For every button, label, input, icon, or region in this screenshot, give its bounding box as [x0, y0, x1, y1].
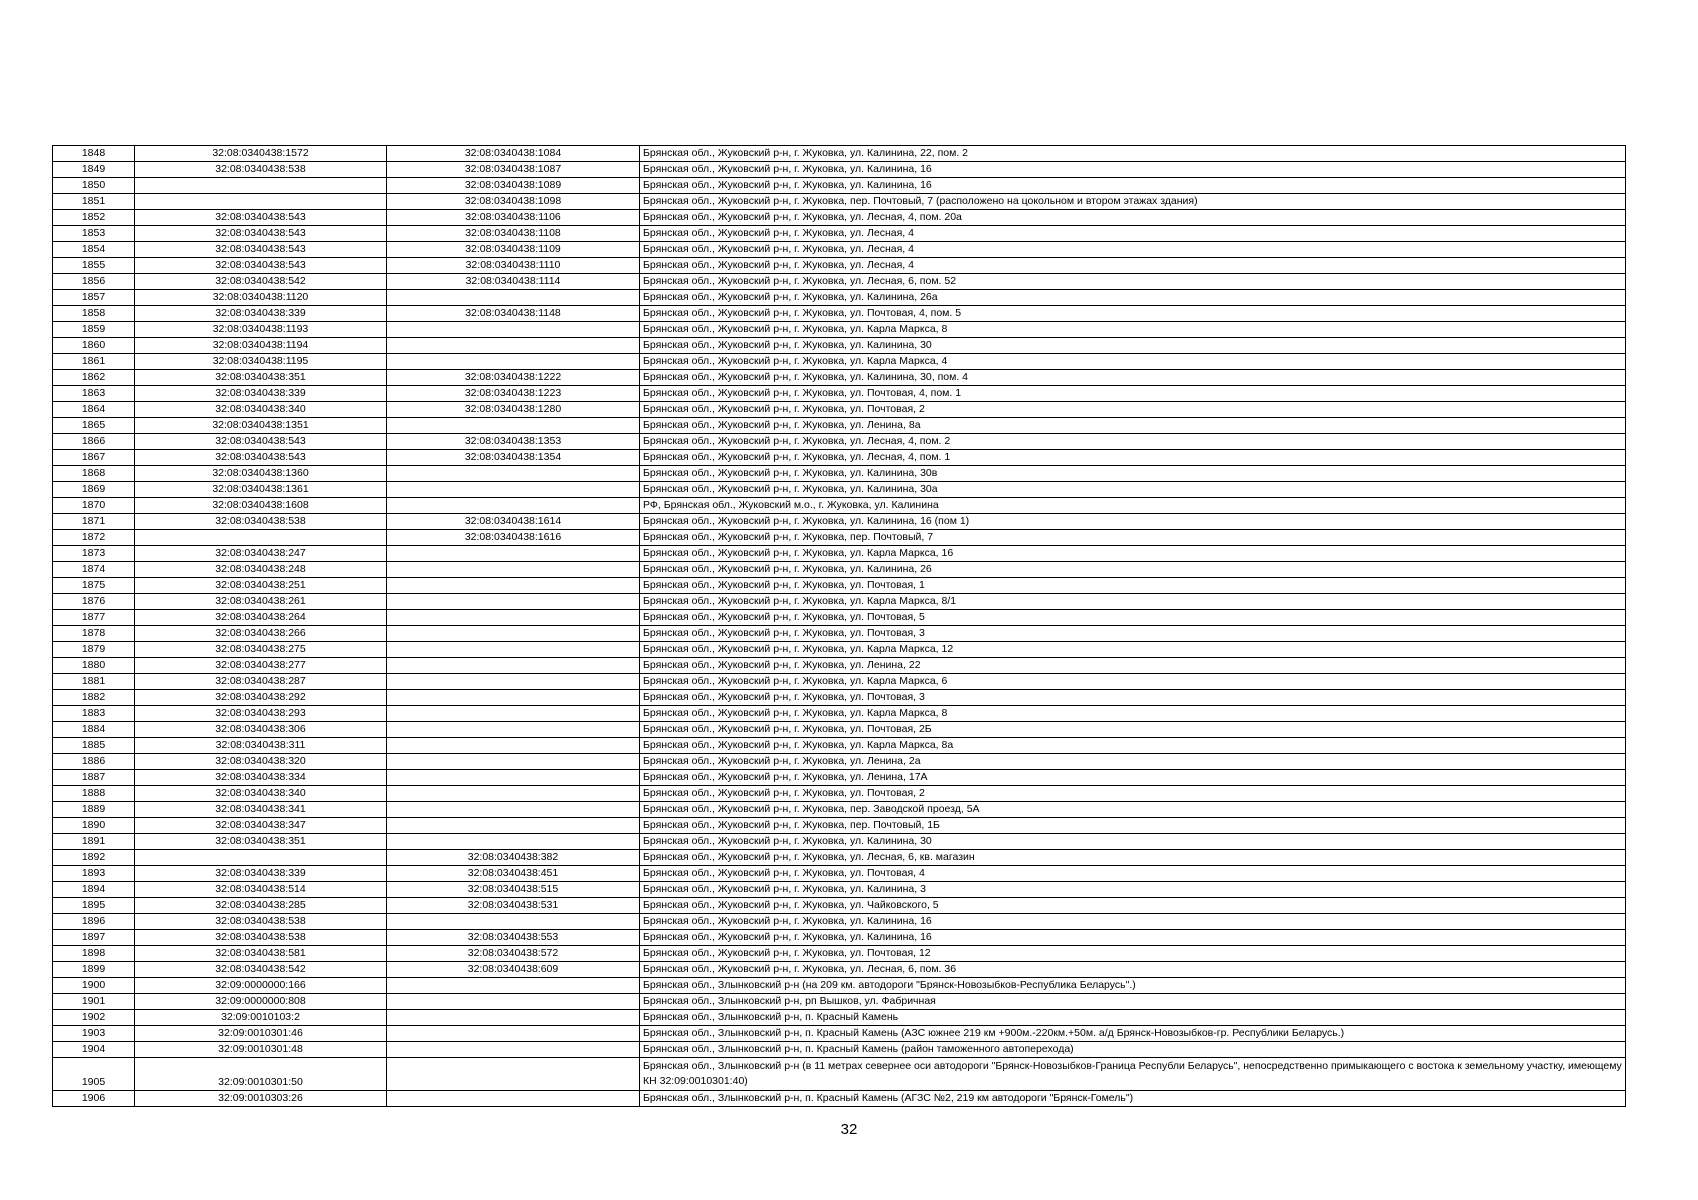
table-row [53, 242, 1626, 258]
table-row [53, 210, 1626, 226]
address-cell: Брянская обл., Жуковский р-н, г. Жуковка, ул. Ленина, 8а [640, 418, 1626, 434]
registry-table-body [53, 146, 1626, 1107]
row-number-cell: 1875 [53, 578, 135, 594]
cadastral-number-cell: 32:08:0340438:538 [135, 914, 387, 930]
row-number-cell: 1893 [53, 866, 135, 882]
table-row [53, 322, 1626, 338]
object-cadastral-number-cell: 32:08:0340438:1616 [387, 530, 640, 546]
table-row [53, 450, 1626, 466]
cadastral-number-cell: 32:08:0340438:1361 [135, 482, 387, 498]
table-row [53, 354, 1626, 370]
row-number-cell: 1863 [53, 386, 135, 402]
table-row [53, 674, 1626, 690]
object-cadastral-number-cell [387, 498, 640, 514]
address-cell: Брянская обл., Жуковский р-н, г. Жуковка, ул. Лесная, 4, пом. 2 [640, 434, 1626, 450]
address-cell: Брянская обл., Жуковский р-н, г. Жуковка, ул. Калинина, 16 [640, 178, 1626, 194]
cadastral-number-cell: 32:09:0010301:50 [135, 1058, 387, 1091]
table-row [53, 258, 1626, 274]
table-row [53, 706, 1626, 722]
cadastral-number-cell: 32:09:0010301:46 [135, 1026, 387, 1042]
address-cell: Брянская обл., Жуковский р-н, г. Жуковка, ул. Почтовая, 4, пом. 5 [640, 306, 1626, 322]
table-row [53, 178, 1626, 194]
cadastral-number-cell [135, 530, 387, 546]
cadastral-number-cell: 32:08:0340438:261 [135, 594, 387, 610]
address-cell: Брянская обл., Жуковский р-н, г. Жуковка, ул. Карла Маркса, 8/1 [640, 594, 1626, 610]
address-cell: Брянская обл., Жуковский р-н, г. Жуковка, ул. Ленина, 2а [640, 754, 1626, 770]
table-row [53, 626, 1626, 642]
table-row [53, 786, 1626, 802]
address-cell: Брянская обл., Злынковский р-н, рп Вышков, ул. Фабричная [640, 994, 1626, 1010]
cadastral-number-cell: 32:08:0340438:277 [135, 658, 387, 674]
object-cadastral-number-cell: 32:08:0340438:1222 [387, 370, 640, 386]
object-cadastral-number-cell [387, 546, 640, 562]
table-row [53, 370, 1626, 386]
row-number-cell: 1867 [53, 450, 135, 466]
row-number-cell: 1849 [53, 162, 135, 178]
object-cadastral-number-cell: 32:08:0340438:515 [387, 882, 640, 898]
table-row [53, 1026, 1626, 1042]
cadastral-number-cell [135, 850, 387, 866]
cadastral-number-cell: 32:08:0340438:339 [135, 386, 387, 402]
table-row [53, 866, 1626, 882]
object-cadastral-number-cell: 32:08:0340438:1223 [387, 386, 640, 402]
table-row [53, 802, 1626, 818]
cadastral-number-cell: 32:09:0000000:808 [135, 994, 387, 1010]
row-number-cell: 1904 [53, 1042, 135, 1058]
table-row [53, 530, 1626, 546]
cadastral-number-cell: 32:08:0340438:538 [135, 514, 387, 530]
address-cell: Брянская обл., Жуковский р-н, г. Жуковка, ул. Лесная, 6, кв. магазин [640, 850, 1626, 866]
row-number-cell: 1862 [53, 370, 135, 386]
address-cell: Брянская обл., Жуковский р-н, г. Жуковка, ул. Почтовая, 2 [640, 402, 1626, 418]
cadastral-number-cell: 32:09:0010303:26 [135, 1091, 387, 1107]
cadastral-number-cell: 32:08:0340438:542 [135, 962, 387, 978]
object-cadastral-number-cell: 32:08:0340438:572 [387, 946, 640, 962]
cadastral-number-cell: 32:08:0340438:538 [135, 162, 387, 178]
cadastral-number-cell: 32:09:0010103:2 [135, 1010, 387, 1026]
cadastral-number-cell: 32:08:0340438:287 [135, 674, 387, 690]
cadastral-number-cell: 32:08:0340438:339 [135, 306, 387, 322]
table-row [53, 274, 1626, 290]
cadastral-number-cell: 32:08:0340438:543 [135, 226, 387, 242]
row-number-cell: 1870 [53, 498, 135, 514]
row-number-cell: 1852 [53, 210, 135, 226]
row-number-cell: 1895 [53, 898, 135, 914]
cadastral-number-cell: 32:08:0340438:543 [135, 210, 387, 226]
registry-table [52, 145, 1626, 1107]
address-cell: Брянская обл., Жуковский р-н, г. Жуковка, ул. Карла Маркса, 12 [640, 642, 1626, 658]
address-cell: Брянская обл., Жуковский р-н, г. Жуковка, ул. Калинина, 26а [640, 290, 1626, 306]
cadastral-number-cell: 32:08:0340438:351 [135, 370, 387, 386]
address-cell: Брянская обл., Жуковский р-н, г. Жуковка, ул. Карла Маркса, 8а [640, 738, 1626, 754]
address-cell: Брянская обл., Жуковский р-н, г. Жуковка, ул. Калинина, 30 [640, 338, 1626, 354]
object-cadastral-number-cell [387, 1042, 640, 1058]
cadastral-number-cell: 32:08:0340438:275 [135, 642, 387, 658]
address-cell: Брянская обл., Жуковский р-н, г. Жуковка, ул. Почтовая, 3 [640, 626, 1626, 642]
address-cell: Брянская обл., Злынковский р-н (на 209 км. автодороги "Брянск-Новозыбков-Республика Беларусь".) [640, 978, 1626, 994]
cadastral-number-cell: 32:08:0340438:266 [135, 626, 387, 642]
row-number-cell: 1906 [53, 1091, 135, 1107]
address-cell: Брянская обл., Жуковский р-н, г. Жуковка, ул. Карла Маркса, 4 [640, 354, 1626, 370]
address-cell: Брянская обл., Жуковский р-н, г. Жуковка, ул. Ленина, 22 [640, 658, 1626, 674]
object-cadastral-number-cell: 32:08:0340438:1114 [387, 274, 640, 290]
address-cell: Брянская обл., Злынковский р-н, п. Красный Камень [640, 1010, 1626, 1026]
table-row [53, 162, 1626, 178]
row-number-cell: 1857 [53, 290, 135, 306]
address-cell: Брянская обл., Жуковский р-н, г. Жуковка, ул. Почтовая, 2Б [640, 722, 1626, 738]
cadastral-number-cell: 32:08:0340438:1194 [135, 338, 387, 354]
cadastral-number-cell [135, 178, 387, 194]
object-cadastral-number-cell [387, 754, 640, 770]
address-cell: Брянская обл., Жуковский р-н, г. Жуковка, ул. Лесная, 4 [640, 226, 1626, 242]
object-cadastral-number-cell: 32:08:0340438:1353 [387, 434, 640, 450]
cadastral-number-cell: 32:08:0340438:347 [135, 818, 387, 834]
row-number-cell: 1854 [53, 242, 135, 258]
row-number-cell: 1882 [53, 690, 135, 706]
object-cadastral-number-cell: 32:08:0340438:1108 [387, 226, 640, 242]
row-number-cell: 1856 [53, 274, 135, 290]
row-number-cell: 1859 [53, 322, 135, 338]
object-cadastral-number-cell [387, 562, 640, 578]
object-cadastral-number-cell [387, 578, 640, 594]
address-cell: Брянская обл., Злынковский р-н (в 11 метрах севернее оси автодороги "Брянск-Новозыбков-Граница Республи Беларусь", непосредственно примыкающего с востока к земельному участку, имеющему КН 32:09:0010301:40) [640, 1058, 1626, 1091]
cadastral-number-cell: 32:08:0340438:1572 [135, 146, 387, 162]
row-number-cell: 1864 [53, 402, 135, 418]
address-cell: Брянская обл., Жуковский р-н, г. Жуковка, ул. Калинина, 30в [640, 466, 1626, 482]
object-cadastral-number-cell [387, 722, 640, 738]
address-cell: Брянская обл., Жуковский р-н, г. Жуковка, ул. Калинина, 26 [640, 562, 1626, 578]
object-cadastral-number-cell [387, 738, 640, 754]
object-cadastral-number-cell [387, 706, 640, 722]
address-cell: Брянская обл., Жуковский р-н, г. Жуковка, ул. Почтовая, 12 [640, 946, 1626, 962]
address-cell: Брянская обл., Жуковский р-н, г. Жуковка, ул. Карла Маркса, 6 [640, 674, 1626, 690]
cadastral-number-cell: 32:09:0010301:48 [135, 1042, 387, 1058]
address-cell: Брянская обл., Жуковский р-н, г. Жуковка, ул. Ленина, 17А [640, 770, 1626, 786]
table-row [53, 722, 1626, 738]
object-cadastral-number-cell [387, 1091, 640, 1107]
address-cell: Брянская обл., Злынковский р-н, п. Красный Камень (АГЗС №2, 219 км автодороги "Брянск-Гомель") [640, 1091, 1626, 1107]
cadastral-number-cell: 32:08:0340438:320 [135, 754, 387, 770]
address-cell: Брянская обл., Жуковский р-н, г. Жуковка, ул. Лесная, 4 [640, 242, 1626, 258]
object-cadastral-number-cell [387, 290, 640, 306]
table-row [53, 146, 1626, 162]
address-cell: Брянская обл., Жуковский р-н, г. Жуковка, пер. Заводской проезд, 5А [640, 802, 1626, 818]
table-row [53, 818, 1626, 834]
row-number-cell: 1900 [53, 978, 135, 994]
table-row [53, 610, 1626, 626]
cadastral-number-cell: 32:08:0340438:514 [135, 882, 387, 898]
table-row [53, 434, 1626, 450]
object-cadastral-number-cell [387, 770, 640, 786]
page-number: 32 [840, 1121, 858, 1138]
cadastral-number-cell: 32:08:0340438:285 [135, 898, 387, 914]
table-row [53, 546, 1626, 562]
cadastral-number-cell: 32:08:0340438:247 [135, 546, 387, 562]
row-number-cell: 1896 [53, 914, 135, 930]
object-cadastral-number-cell: 32:08:0340438:1614 [387, 514, 640, 530]
object-cadastral-number-cell [387, 834, 640, 850]
object-cadastral-number-cell [387, 978, 640, 994]
cadastral-number-cell: 32:09:0000000:166 [135, 978, 387, 994]
object-cadastral-number-cell: 32:08:0340438:451 [387, 866, 640, 882]
cadastral-number-cell: 32:08:0340438:581 [135, 946, 387, 962]
address-cell: Брянская обл., Жуковский р-н, г. Жуковка, ул. Карла Маркса, 16 [640, 546, 1626, 562]
row-number-cell: 1861 [53, 354, 135, 370]
cadastral-number-cell: 32:08:0340438:542 [135, 274, 387, 290]
object-cadastral-number-cell [387, 610, 640, 626]
row-number-cell: 1887 [53, 770, 135, 786]
table-row [53, 738, 1626, 754]
table-row [53, 418, 1626, 434]
table-row [53, 658, 1626, 674]
table-row [53, 882, 1626, 898]
object-cadastral-number-cell: 32:08:0340438:1354 [387, 450, 640, 466]
object-cadastral-number-cell [387, 994, 640, 1010]
table-row [53, 642, 1626, 658]
cadastral-number-cell: 32:08:0340438:264 [135, 610, 387, 626]
address-cell: Брянская обл., Жуковский р-н, г. Жуковка, пер. Почтовый, 7 [640, 530, 1626, 546]
row-number-cell: 1853 [53, 226, 135, 242]
object-cadastral-number-cell: 32:08:0340438:1106 [387, 210, 640, 226]
table-row [53, 290, 1626, 306]
row-number-cell: 1898 [53, 946, 135, 962]
object-cadastral-number-cell [387, 322, 640, 338]
address-cell: Брянская обл., Жуковский р-н, г. Жуковка, ул. Калинина, 16 [640, 930, 1626, 946]
row-number-cell: 1851 [53, 194, 135, 210]
row-number-cell: 1892 [53, 850, 135, 866]
address-cell: Брянская обл., Жуковский р-н, г. Жуковка, ул. Лесная, 6, пом. 52 [640, 274, 1626, 290]
cadastral-number-cell: 32:08:0340438:543 [135, 434, 387, 450]
table-row [53, 226, 1626, 242]
address-cell: Брянская обл., Жуковский р-н, г. Жуковка, ул. Калинина, 16 (пом 1) [640, 514, 1626, 530]
table-row [53, 690, 1626, 706]
address-cell: Брянская обл., Жуковский р-н, г. Жуковка, ул. Карла Маркса, 8 [640, 322, 1626, 338]
object-cadastral-number-cell: 32:08:0340438:1110 [387, 258, 640, 274]
object-cadastral-number-cell [387, 1010, 640, 1026]
row-number-cell: 1873 [53, 546, 135, 562]
table-row [53, 994, 1626, 1010]
cadastral-number-cell [135, 194, 387, 210]
table-row [53, 850, 1626, 866]
object-cadastral-number-cell: 32:08:0340438:382 [387, 850, 640, 866]
row-number-cell: 1850 [53, 178, 135, 194]
row-number-cell: 1871 [53, 514, 135, 530]
address-cell: Брянская обл., Злынковский р-н, п. Красный Камень (АЗС южнее 219 км +900м.-220км.+50м. а/д Брянск-Новозыбков-гр. Республики Беларусь.) [640, 1026, 1626, 1042]
address-cell: Брянская обл., Жуковский р-н, г. Жуковка, ул. Калинина, 30 [640, 834, 1626, 850]
table-row [53, 194, 1626, 210]
row-number-cell: 1855 [53, 258, 135, 274]
table-row [53, 578, 1626, 594]
object-cadastral-number-cell [387, 418, 640, 434]
row-number-cell: 1885 [53, 738, 135, 754]
table-row [53, 402, 1626, 418]
cadastral-number-cell: 32:08:0340438:543 [135, 242, 387, 258]
cadastral-number-cell: 32:08:0340438:293 [135, 706, 387, 722]
table-row [53, 946, 1626, 962]
object-cadastral-number-cell [387, 786, 640, 802]
object-cadastral-number-cell [387, 642, 640, 658]
object-cadastral-number-cell [387, 482, 640, 498]
table-row [53, 498, 1626, 514]
table-row [53, 594, 1626, 610]
cadastral-number-cell: 32:08:0340438:351 [135, 834, 387, 850]
table-row [53, 562, 1626, 578]
object-cadastral-number-cell [387, 594, 640, 610]
address-cell: РФ, Брянская обл., Жуковский м.о., г. Жуковка, ул. Калинина [640, 498, 1626, 514]
row-number-cell: 1879 [53, 642, 135, 658]
object-cadastral-number-cell: 32:08:0340438:1098 [387, 194, 640, 210]
object-cadastral-number-cell: 32:08:0340438:1089 [387, 178, 640, 194]
row-number-cell: 1865 [53, 418, 135, 434]
row-number-cell: 1899 [53, 962, 135, 978]
object-cadastral-number-cell [387, 658, 640, 674]
table-row [53, 834, 1626, 850]
row-number-cell: 1890 [53, 818, 135, 834]
address-cell: Брянская обл., Жуковский р-н, г. Жуковка, ул. Лесная, 4, пом. 1 [640, 450, 1626, 466]
address-cell: Брянская обл., Жуковский р-н, г. Жуковка, ул. Калинина, 3 [640, 882, 1626, 898]
address-cell: Брянская обл., Жуковский р-н, г. Жуковка, пер. Почтовый, 1Б [640, 818, 1626, 834]
row-number-cell: 1881 [53, 674, 135, 690]
row-number-cell: 1889 [53, 802, 135, 818]
object-cadastral-number-cell [387, 626, 640, 642]
table-row [53, 770, 1626, 786]
object-cadastral-number-cell [387, 466, 640, 482]
row-number-cell: 1891 [53, 834, 135, 850]
cadastral-number-cell: 32:08:0340438:334 [135, 770, 387, 786]
row-number-cell: 1903 [53, 1026, 135, 1042]
row-number-cell: 1877 [53, 610, 135, 626]
object-cadastral-number-cell [387, 818, 640, 834]
table-row [53, 338, 1626, 354]
row-number-cell: 1884 [53, 722, 135, 738]
row-number-cell: 1878 [53, 626, 135, 642]
row-number-cell: 1848 [53, 146, 135, 162]
table-row [53, 754, 1626, 770]
row-number-cell: 1868 [53, 466, 135, 482]
address-cell: Брянская обл., Жуковский р-н, г. Жуковка, ул. Калинина, 16 [640, 162, 1626, 178]
row-number-cell: 1866 [53, 434, 135, 450]
table-row [53, 914, 1626, 930]
address-cell: Брянская обл., Жуковский р-н, г. Жуковка, ул. Чайковского, 5 [640, 898, 1626, 914]
object-cadastral-number-cell: 32:08:0340438:1280 [387, 402, 640, 418]
row-number-cell: 1872 [53, 530, 135, 546]
cadastral-number-cell: 32:08:0340438:292 [135, 690, 387, 706]
table-row [53, 930, 1626, 946]
cadastral-number-cell: 32:08:0340438:1351 [135, 418, 387, 434]
table-row [53, 306, 1626, 322]
object-cadastral-number-cell: 32:08:0340438:1148 [387, 306, 640, 322]
cadastral-number-cell: 32:08:0340438:248 [135, 562, 387, 578]
row-number-cell: 1905 [53, 1058, 135, 1091]
object-cadastral-number-cell: 32:08:0340438:609 [387, 962, 640, 978]
cadastral-number-cell: 32:08:0340438:538 [135, 930, 387, 946]
address-cell: Брянская обл., Жуковский р-н, г. Жуковка, ул. Карла Маркса, 8 [640, 706, 1626, 722]
cadastral-number-cell: 32:08:0340438:1360 [135, 466, 387, 482]
object-cadastral-number-cell: 32:08:0340438:553 [387, 930, 640, 946]
cadastral-number-cell: 32:08:0340438:306 [135, 722, 387, 738]
table-row [53, 1091, 1626, 1107]
cadastral-number-cell: 32:08:0340438:1193 [135, 322, 387, 338]
address-cell: Брянская обл., Жуковский р-н, г. Жуковка, ул. Почтовая, 5 [640, 610, 1626, 626]
table-row [53, 514, 1626, 530]
cadastral-number-cell: 32:08:0340438:251 [135, 578, 387, 594]
address-cell: Брянская обл., Жуковский р-н, г. Жуковка, ул. Калинина, 30а [640, 482, 1626, 498]
table-row [53, 482, 1626, 498]
table-row [53, 1042, 1626, 1058]
row-number-cell: 1888 [53, 786, 135, 802]
table-row [53, 978, 1626, 994]
object-cadastral-number-cell [387, 674, 640, 690]
address-cell: Брянская обл., Жуковский р-н, г. Жуковка, пер. Почтовый, 7 (расположено на цокольном и втором этажах здания) [640, 194, 1626, 210]
cadastral-number-cell: 32:08:0340438:543 [135, 258, 387, 274]
object-cadastral-number-cell [387, 690, 640, 706]
object-cadastral-number-cell [387, 338, 640, 354]
row-number-cell: 1874 [53, 562, 135, 578]
object-cadastral-number-cell [387, 914, 640, 930]
table-row [53, 1058, 1626, 1091]
address-cell: Брянская обл., Злынковский р-н, п. Красный Камень (район таможенного автоперехода) [640, 1042, 1626, 1058]
row-number-cell: 1901 [53, 994, 135, 1010]
address-cell: Брянская обл., Жуковский р-н, г. Жуковка, ул. Лесная, 6, пом. 36 [640, 962, 1626, 978]
table-row [53, 898, 1626, 914]
table-row [53, 962, 1626, 978]
object-cadastral-number-cell [387, 802, 640, 818]
object-cadastral-number-cell [387, 354, 640, 370]
row-number-cell: 1880 [53, 658, 135, 674]
address-cell: Брянская обл., Жуковский р-н, г. Жуковка, ул. Калинина, 16 [640, 914, 1626, 930]
row-number-cell: 1894 [53, 882, 135, 898]
cadastral-number-cell: 32:08:0340438:339 [135, 866, 387, 882]
cadastral-number-cell: 32:08:0340438:311 [135, 738, 387, 754]
object-cadastral-number-cell: 32:08:0340438:1087 [387, 162, 640, 178]
cadastral-number-cell: 32:08:0340438:543 [135, 450, 387, 466]
row-number-cell: 1897 [53, 930, 135, 946]
table-row [53, 1010, 1626, 1026]
object-cadastral-number-cell: 32:08:0340438:1109 [387, 242, 640, 258]
object-cadastral-number-cell: 32:08:0340438:1084 [387, 146, 640, 162]
row-number-cell: 1876 [53, 594, 135, 610]
cadastral-number-cell: 32:08:0340438:1195 [135, 354, 387, 370]
row-number-cell: 1902 [53, 1010, 135, 1026]
cadastral-number-cell: 32:08:0340438:1608 [135, 498, 387, 514]
address-cell: Брянская обл., Жуковский р-н, г. Жуковка, ул. Калинина, 22, пом. 2 [640, 146, 1626, 162]
object-cadastral-number-cell [387, 1058, 640, 1091]
row-number-cell: 1869 [53, 482, 135, 498]
row-number-cell: 1860 [53, 338, 135, 354]
address-cell: Брянская обл., Жуковский р-н, г. Жуковка, ул. Калинина, 30, пом. 4 [640, 370, 1626, 386]
cadastral-number-cell: 32:08:0340438:341 [135, 802, 387, 818]
object-cadastral-number-cell: 32:08:0340438:531 [387, 898, 640, 914]
cadastral-number-cell: 32:08:0340438:340 [135, 402, 387, 418]
cadastral-number-cell: 32:08:0340438:340 [135, 786, 387, 802]
address-cell: Брянская обл., Жуковский р-н, г. Жуковка, ул. Лесная, 4 [640, 258, 1626, 274]
address-cell: Брянская обл., Жуковский р-н, г. Жуковка, ул. Почтовая, 2 [640, 786, 1626, 802]
address-cell: Брянская обл., Жуковский р-н, г. Жуковка, ул. Почтовая, 1 [640, 578, 1626, 594]
address-cell: Брянская обл., Жуковский р-н, г. Жуковка, ул. Почтовая, 4, пом. 1 [640, 386, 1626, 402]
address-cell: Брянская обл., Жуковский р-н, г. Жуковка, ул. Лесная, 4, пом. 20а [640, 210, 1626, 226]
address-cell: Брянская обл., Жуковский р-н, г. Жуковка, ул. Почтовая, 4 [640, 866, 1626, 882]
cadastral-number-cell: 32:08:0340438:1120 [135, 290, 387, 306]
row-number-cell: 1886 [53, 754, 135, 770]
object-cadastral-number-cell [387, 1026, 640, 1042]
address-cell: Брянская обл., Жуковский р-н, г. Жуковка, ул. Почтовая, 3 [640, 690, 1626, 706]
row-number-cell: 1858 [53, 306, 135, 322]
table-row [53, 466, 1626, 482]
table-row [53, 386, 1626, 402]
row-number-cell: 1883 [53, 706, 135, 722]
